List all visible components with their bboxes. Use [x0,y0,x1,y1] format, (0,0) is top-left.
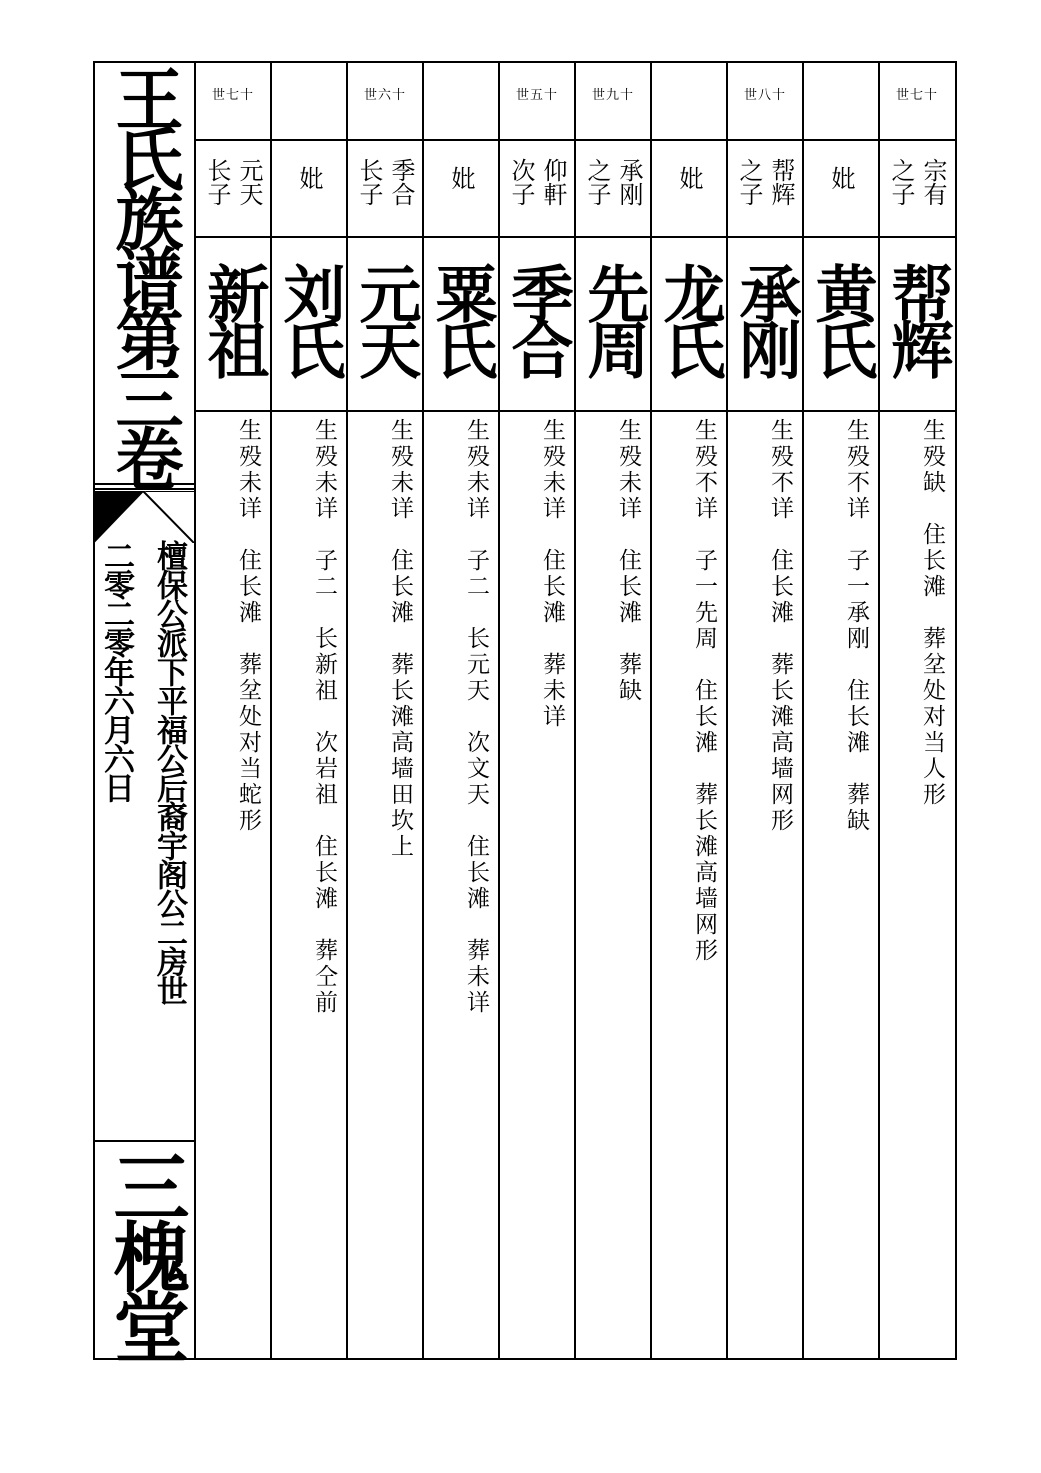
person-bio: 生殁不详 子一先周 住长滩 葬长滩高墙网形 [691,418,717,964]
left-panel-divider [194,61,196,1360]
book-subtitle: 檀保公派下平福公后裔宇阁公二房世 [151,540,187,1004]
relation-line-1: 妣 [295,166,323,190]
book-title: 王氏族谱第三卷 [104,64,184,484]
person-name: 帮辉 [881,262,954,374]
relation-line-2: 之子 [583,158,611,206]
person-bio: 生殁未详 子二 长新祖 次岩祖 住长滩 葬仝前 [311,418,337,1016]
relation-line-1: 妣 [447,166,475,190]
person-name: 先周 [577,262,650,374]
relation-line-2: 长子 [203,158,231,206]
frame-left-border [93,61,95,1360]
column-divider [878,61,880,1360]
person-bio: 生殁未详 住长滩 葬长滩高墙田坎上 [387,418,413,860]
person-bio: 生殁缺 住长滩 葬坌处对当人形 [919,418,945,808]
column-divider [802,61,804,1360]
person-bio: 生殁未详 子二 长元天 次文天 住长滩 葬未详 [463,418,489,1016]
person-name: 刘氏 [273,262,346,374]
row-divider-relation [194,236,957,238]
relation-line-1: 宗有 [919,158,947,206]
relation-line-1: 帮辉 [767,158,795,206]
column-divider [726,61,728,1360]
column-divider [650,61,652,1360]
relation-line-1: 妣 [675,166,703,190]
relation-line-2: 次子 [507,158,535,206]
relation-line-1: 承刚 [615,158,643,206]
book-date: 二零二零年六月六日 [98,540,134,801]
generation-label: 世五十 [515,88,558,103]
person-name: 元天 [349,262,422,374]
column-divider [346,61,348,1360]
relation-line-1: 元天 [235,158,263,206]
column-divider [574,61,576,1360]
hall-divider [93,1140,194,1142]
person-name: 粟氏 [425,262,498,374]
generation-label: 世六十 [363,88,406,103]
relation-line-1: 妣 [827,166,855,190]
column-divider [498,61,500,1360]
generation-label: 世七十 [895,88,938,103]
person-bio: 生殁未详 住长滩 葬坌处对当蛇形 [235,418,261,834]
relation-line-2: 之子 [887,158,915,206]
person-name: 承刚 [729,262,802,374]
person-name: 季合 [501,262,574,374]
relation-line-2: 之子 [735,158,763,206]
relation-line-1: 仰軒 [539,158,567,206]
generation-label: 世八十 [743,88,786,103]
row-divider-generation [194,139,957,141]
column-divider [270,61,272,1360]
relation-line-1: 季合 [387,158,415,206]
person-bio: 生殁未详 住长滩 葬未详 [539,418,565,730]
person-bio: 生殁未详 住长滩 葬缺 [615,418,641,704]
genealogy-page-frame [93,61,957,1360]
person-bio: 生殁不详 住长滩 葬长滩高墙网形 [767,418,793,834]
relation-line-2: 长子 [355,158,383,206]
fishtail-chevron-icon [93,491,194,543]
frame-right-border [955,61,957,1360]
person-name: 龙氏 [653,262,726,374]
row-divider-name [194,410,957,412]
person-name: 新祖 [197,262,270,374]
generation-label: 世九十 [591,88,634,103]
column-divider [422,61,424,1360]
hall-name: 三槐堂 [101,1148,190,1358]
generation-label: 世七十 [211,88,254,103]
person-name: 黄氏 [805,262,878,374]
person-bio: 生殁不详 子一承刚 住长滩 葬缺 [843,418,869,834]
title-divider-double [93,488,194,490]
